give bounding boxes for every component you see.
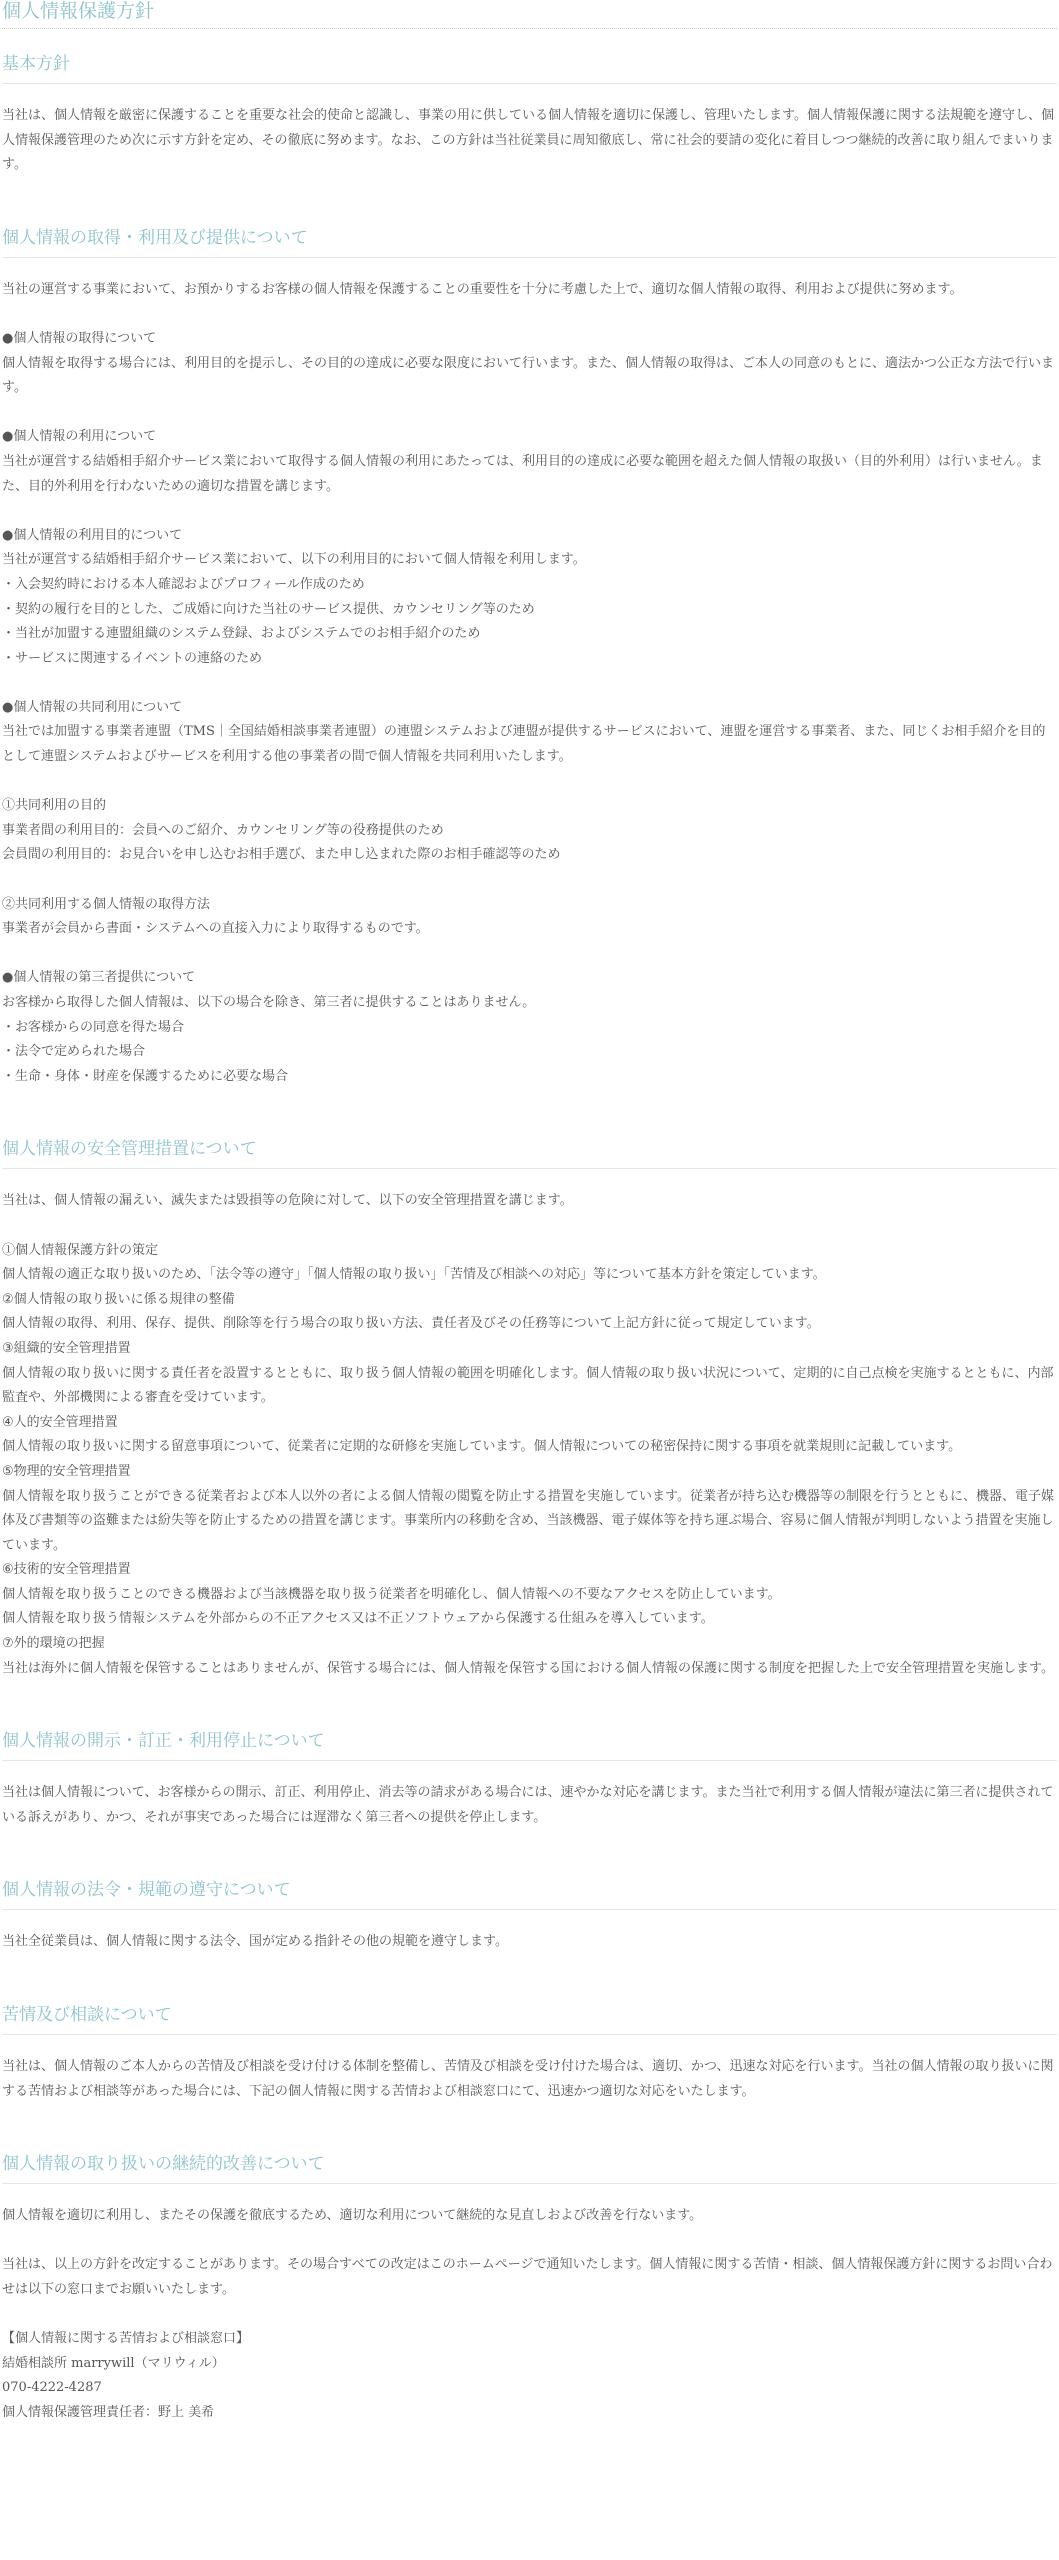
section-paragraph: 当社の運営する事業において、お預かりするお客様の個人情報を保護することの重要性を十分に考慮した上で、適切な個人情報の取得、利用および提供に努めます。 bbox=[2, 281, 963, 297]
section-paragraph: ●個人情報の利用について 当社が運営する結婚相手紹介サービス業において取得する個人情報の利用にあたっては、利用目的の達成に必要な範囲を超えた個人情報の取扱い（目的外利用）は行いません。また、目的外利用を行わないための適切な措置を講じます。 bbox=[2, 429, 1043, 494]
section-title: 個人情報の取得・利用及び提供について bbox=[2, 227, 1057, 258]
section-paragraph: 当社は、個人情報のご本人からの苦情及び相談を受け付ける体制を整備し、苦情及び相談を受け付けた場合は、適切、かつ、迅速な対応を行います。当社の個人情報の取り扱いに関する苦情および相談等があった場合には、下記の個人情報に関する苦情および相談窓口にて、迅速かつ適切な対応をいたします。 bbox=[2, 2059, 1054, 2099]
section-title: 個人情報の取り扱いの継続的改善について bbox=[2, 2153, 1057, 2184]
section-paragraph: 当社は、個人情報の漏えい、滅失または毀損等の危険に対して、以下の安全管理措置を講じます。 bbox=[2, 1193, 573, 1209]
section-title: 個人情報の安全管理措置について bbox=[2, 1138, 1057, 1169]
section-paragraph: ①個人情報保護方針の策定 個人情報の適正な取り扱いのため、「法令等の遵守」「個人情報の取り扱い」「苦情及び相談への対応」等について基本方針を策定しています。 ②個人情報の取り扱いに係る規律の整備 個人情報の取得、利用、保存、提供、削除等を行う場合の取り扱い方法、責任者及びその任務等について上記方針に従って規定しています。 ③組織的安全管理措置 個人情報の取り扱いに関する責任者を設置するとともに、取り扱う個人情報の範囲を明確化します。個人情報の取り扱い状況について、定期的に自己点検を実施するとともに、内部監査や、外部機関による審査を受けています。 ④人的安全管理措置 個人情報の取り扱いに関する留意事項について、従業者に定期的な研修を実施しています。個人情報についての秘密保持に関する事項を就業規則に記載しています。 ⑤物理的安全管理措置 個人情報を取り扱うことができる従業者および本人以外の者による個人情報の閲覧を防止する措置を実施しています。従業者が持ち込む機器等の制限を行うとともに、機器、電子媒体及び書類等の盗難または紛失等を防止するための措置を講じます。事業所内の移動を含め、当該機器、電子媒体等を持ち運ぶ場合、容易に個人情報が判明しないよう措置を実施しています。 ⑥技術的安全管理措置 個人情報を取り扱うことのできる機器および当該機器を取り扱う従業者を明確化し、個人情報への不要なアクセスを防止しています。 個人情報を取り扱う情報システムを外部からの不正アクセス又は不正ソフトウェアから保護する仕組みを導入しています。 ⑦外的環境の把握 当社は海外に個人情報を保管することはありませんが、保管する場合には、個人情報を保管する国における個人情報の保護に関する制度を把握した上で安全管理措置を実施します。 bbox=[2, 1242, 1054, 1676]
section-paragraph: 当社は、以上の方針を改定することがあります。その場合すべての改定はこのホームページで通知いたします。個人情報に関する苦情・相談、個人情報保護方針に関するお問い合わせは以下の窓口までお願いいたします。 bbox=[2, 2257, 1053, 2297]
section-title: 個人情報の法令・規範の遵守について bbox=[2, 1879, 1057, 1910]
section-paragraph: 【個人情報に関する苦情および相談窓口】 結婚相談所 marrywill（マリウィル） 070-4222-4287 個人情報保護管理責任者：野上 美希 bbox=[2, 2331, 250, 2420]
section-paragraph: 当社は個人情報について、お客様からの開示、訂正、利用停止、消去等の請求がある場合には、速やかな対応を講じます。また当社で利用する個人情報が違法に第三者に提供されている訴えがあり、かつ、それが事実であった場合には遅滞なく第三者への提供を停止します。 bbox=[2, 1785, 1054, 1825]
policy-sections bbox=[2, 53, 1057, 2426]
section-paragraph: ●個人情報の共同利用について 当社では加盟する事業者連盟（TMS｜全国結婚相談事業者連盟）の連盟システムおよび連盟が提供するサービスにおいて、連盟を運営する事業者、また、同じくお相手紹介を目的として連盟システムおよびサービスを利用する他の事業者の間で個人情報を共同利用いたします。 bbox=[2, 699, 1046, 765]
section-title: 個人情報の開示・訂正・利用停止について bbox=[2, 1730, 1057, 1761]
policy-section bbox=[2, 53, 1057, 178]
policy-section bbox=[2, 2153, 1057, 2425]
section-paragraph: ●個人情報の取得について 個人情報を取得する場合には、利用目的を提示し、その目的の達成に必要な限度において行います。また、個人情報の取得は、ご本人の同意のもとに、適法かつ公正な方法で行います。 bbox=[2, 330, 1054, 396]
policy-section bbox=[2, 2004, 1057, 2104]
page-title: 個人情報保護方針 bbox=[2, 0, 1057, 29]
section-title: 基本方針 bbox=[2, 53, 1057, 84]
section-paragraph: ●個人情報の利用目的について 当社が運営する結婚相手紹介サービス業において、以下の利用目的において個人情報を利用します。 ・入会契約時における本人確認およびプロフィール作成のため ・契約の履行を目的とした、ご成婚に向けた当社のサービス提供、カウンセリング等のため ・当社が加盟する連盟組織のシステム登録、およびシステムでのお相手紹介のため ・サービスに関連するイベントの連絡のため bbox=[2, 527, 586, 666]
policy-section bbox=[2, 1730, 1057, 1830]
section-title: 苦情及び相談について bbox=[2, 2004, 1057, 2035]
section-paragraph: ①共同利用の目的 事業者間の利用目的：会員へのご紹介、カウンセリング等の役務提供のため 会員間の利用目的：お見合いを申し込むお相手選び、また申し込まれた際のお相手確認等のため bbox=[2, 798, 561, 863]
section-paragraph: 当社全従業員は、個人情報に関する法令、国が定める指針その他の規範を遵守します。 bbox=[2, 1934, 508, 1950]
section-paragraph: 当社は、個人情報を厳密に保護することを重要な社会的使命と認識し、事業の用に供している個人情報を適切に保護し、管理いたします。個人情報保護に関する法規範を遵守し、個人情報保護管理のため次に示す方針を定め、その徹底に努めます。なお、この方針は当社従業員に周知徹底し、常に社会的要請の変化に着目しつつ継続的改善に取り組んでまいります。 bbox=[2, 108, 1054, 173]
policy-section bbox=[2, 1138, 1057, 1681]
section-paragraph: ●個人情報の第三者提供について お客様から取得した個人情報は、以下の場合を除き、第三者に提供することはありません。 ・お客様からの同意を得た場合 ・法令で定められた場合 ・生命・身体・財産を保護するために必要な場合 bbox=[2, 970, 536, 1084]
section-paragraph: 個人情報を適切に利用し、またその保護を徹底するため、適切な利用について継続的な見直しおよび改善を行ないます。 bbox=[2, 2208, 703, 2224]
section-paragraph: ②共同利用する個人情報の取得方法 事業者が会員から書面・システムへの直接入力により取得するものです。 bbox=[2, 896, 429, 937]
policy-section bbox=[2, 227, 1057, 1090]
policy-section bbox=[2, 1879, 1057, 1955]
